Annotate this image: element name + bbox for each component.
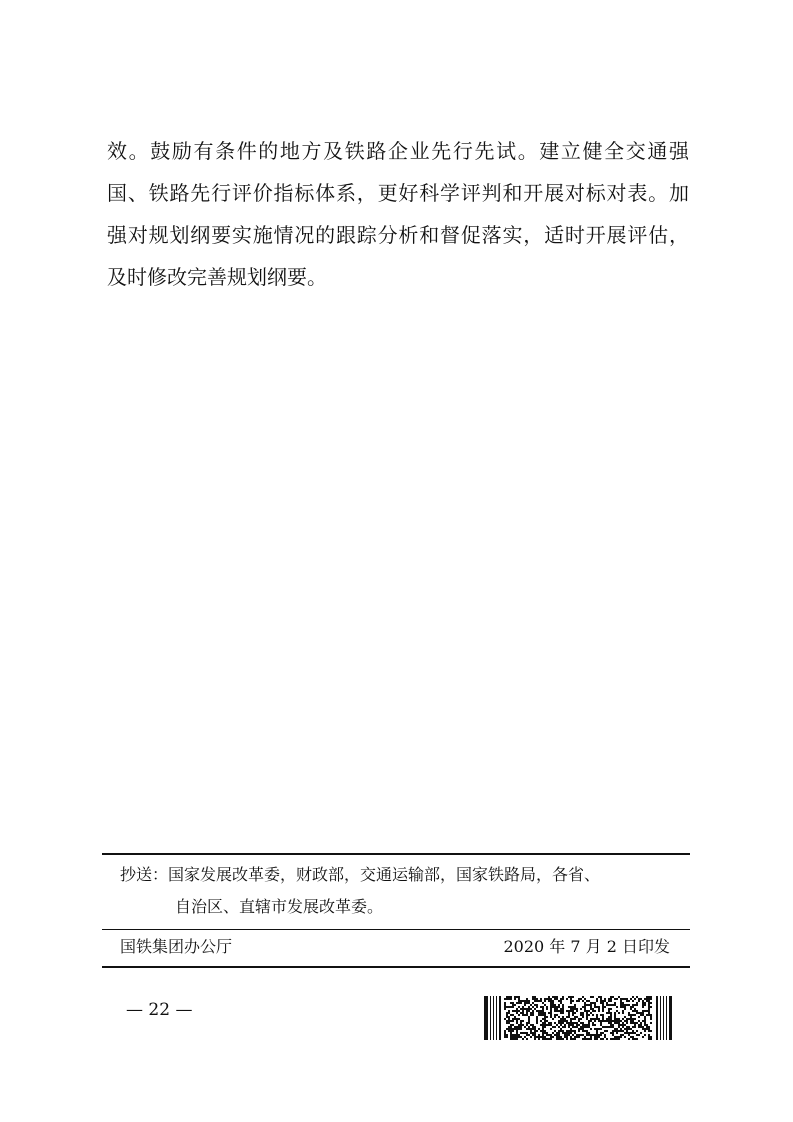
divider-middle	[102, 929, 690, 930]
barcode-icon	[484, 996, 672, 1040]
body-line: 及时修改完善规划纲要。	[107, 265, 327, 289]
body-line: 强对规划纲要实施情况的跟踪分析和督促落实，适时开展评估，	[107, 223, 689, 247]
issuer-name: 国铁集团办公厅	[120, 937, 233, 956]
page-number: — 22 —	[126, 1000, 193, 1020]
divider-bottom	[102, 966, 690, 968]
divider-top	[102, 853, 690, 855]
body-line: 国、铁路先行评价指标体系，更好科学评判和开展对标对表。加	[107, 181, 689, 205]
body-paragraph	[107, 130, 689, 298]
cc-line: 自治区、直辖市发展改革委。	[175, 897, 384, 916]
body-line: 效。鼓励有条件的地方及铁路企业先行先试。建立健全交通强	[107, 139, 689, 163]
cc-section	[120, 859, 688, 923]
issue-date: 2020 年 7 月 2 日印发	[503, 937, 670, 956]
cc-line: 抄送：国家发展改革委，财政部，交通运输部，国家铁路局，各省、	[120, 865, 601, 884]
